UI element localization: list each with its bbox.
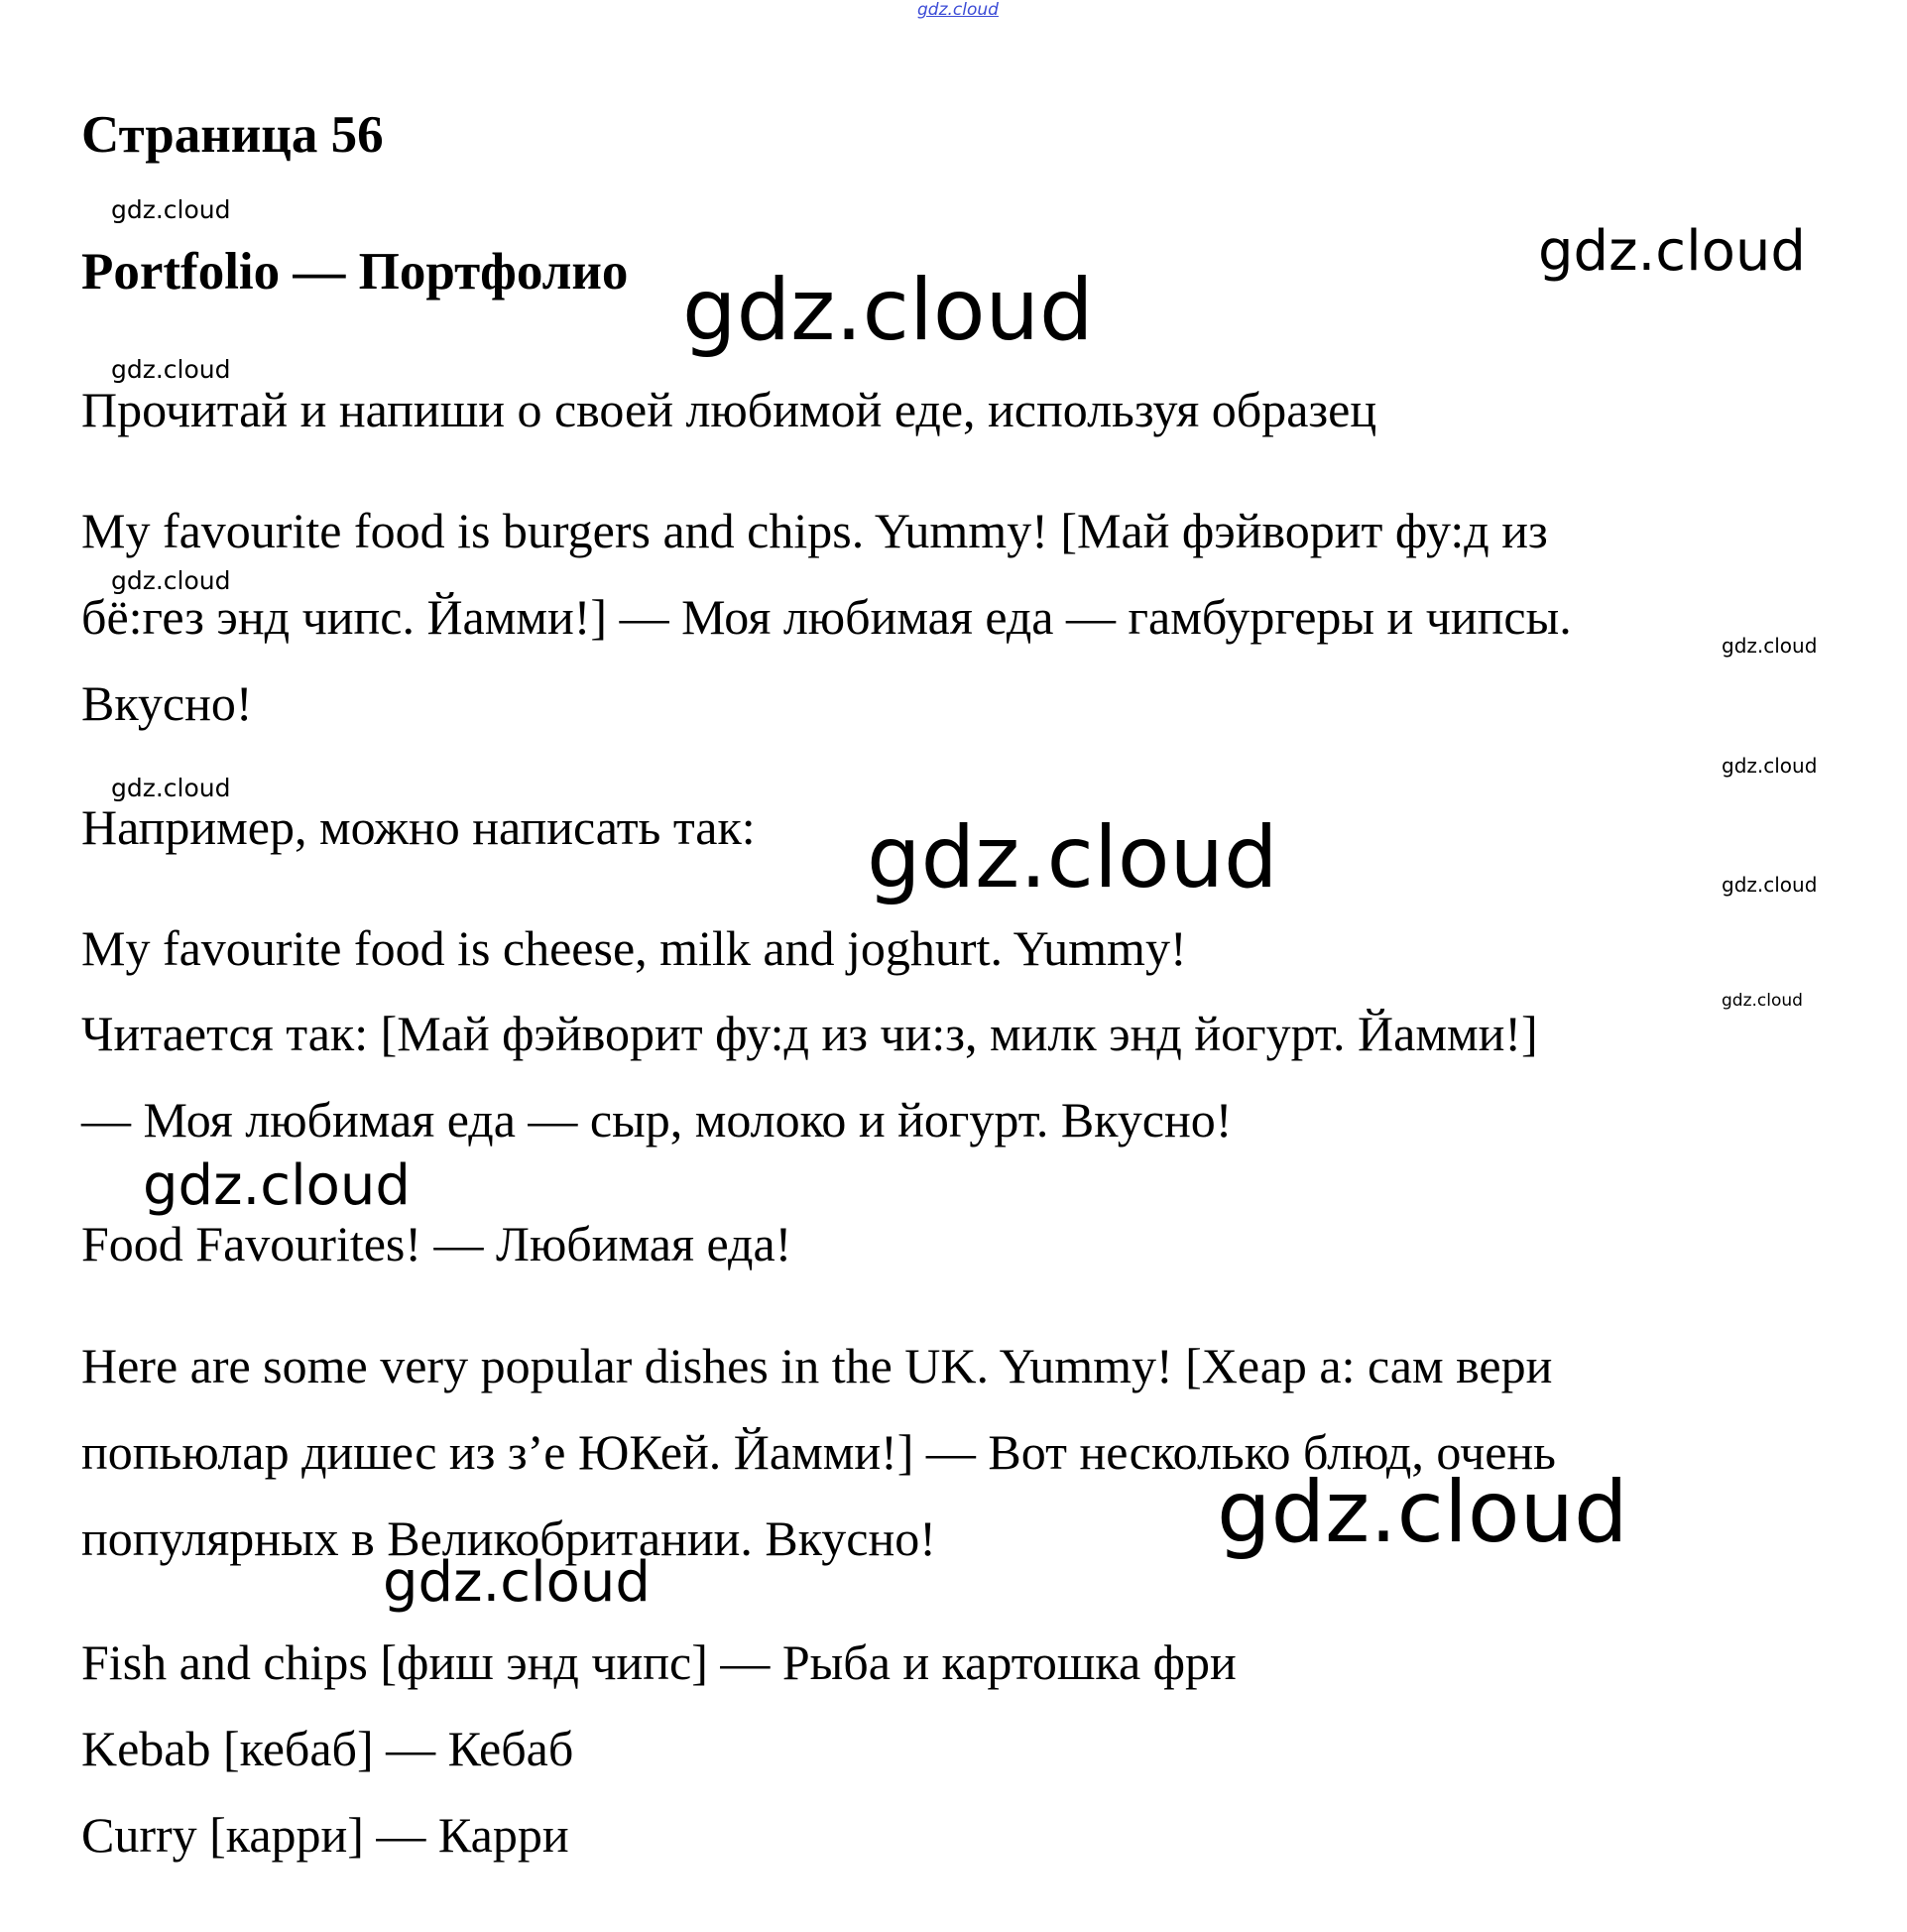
- watermark: gdz.cloud: [682, 261, 1094, 360]
- watermark: gdz.cloud: [111, 195, 231, 224]
- section-title: Food Favourites! — Любимая еда!: [81, 1216, 792, 1271]
- dish-item: Curry [карри] — Карри: [81, 1807, 569, 1863]
- watermark: gdz.cloud: [143, 1153, 411, 1218]
- watermark: gdz.cloud: [1538, 219, 1806, 284]
- example-line-2: бё:гез энд чипс. Йамми!] — Моя любимая еда — гамбургеры и чипсы.: [81, 589, 1572, 645]
- task-text: Прочитай и напиши о своей любимой еде, используя образец: [81, 382, 1377, 437]
- reading-line-1: Читается так: [Май фэйворит фу:д из чи:з, милк энд йогурт. Йамми!]: [81, 1006, 1538, 1061]
- watermark: gdz.cloud: [1722, 754, 1818, 778]
- watermark: gdz.cloud: [1722, 873, 1818, 897]
- watermark: gdz.cloud: [1722, 991, 1803, 1011]
- watermark: gdz.cloud: [111, 355, 231, 384]
- dish-item: Kebab [кебаб] — Кебаб: [81, 1721, 574, 1776]
- watermark: gdz.cloud: [383, 1550, 651, 1615]
- section-subtitle: Portfolio — Портфолио: [81, 243, 629, 301]
- watermark: gdz.cloud: [111, 774, 231, 802]
- example-line-3: Вкусно!: [81, 675, 253, 731]
- answer-line: My favourite food is cheese, milk and joghurt. Yummy!: [81, 920, 1187, 976]
- site-link[interactable]: gdz.cloud: [917, 0, 999, 20]
- example-line-1: My favourite food is burgers and chips. Yummy! [Май фэйворит фу:д из: [81, 503, 1548, 558]
- dishes-line-3: популярных в Великобритании. Вкусно!: [81, 1510, 936, 1566]
- watermark: gdz.cloud: [1722, 634, 1818, 658]
- intro-line: Например, можно написать так:: [81, 799, 756, 855]
- dishes-line-1: Here are some very popular dishes in the UK. Yummy! [Хеар а: сам вери: [81, 1338, 1553, 1393]
- watermark: gdz.cloud: [867, 808, 1278, 907]
- watermark: gdz.cloud: [1217, 1463, 1628, 1562]
- dishes-line-2: попьюлар дишес из з’е ЮКей. Йамми!] — Вот несколько блюд, очень: [81, 1424, 1556, 1480]
- dish-item: Fish and chips [фиш энд чипс] — Рыба и картошка фри: [81, 1634, 1237, 1690]
- page-title: Страница 56: [81, 106, 384, 164]
- reading-line-2: — Моя любимая еда — сыр, молоко и йогурт. Вкусно!: [81, 1092, 1233, 1147]
- watermark: gdz.cloud: [111, 566, 231, 595]
